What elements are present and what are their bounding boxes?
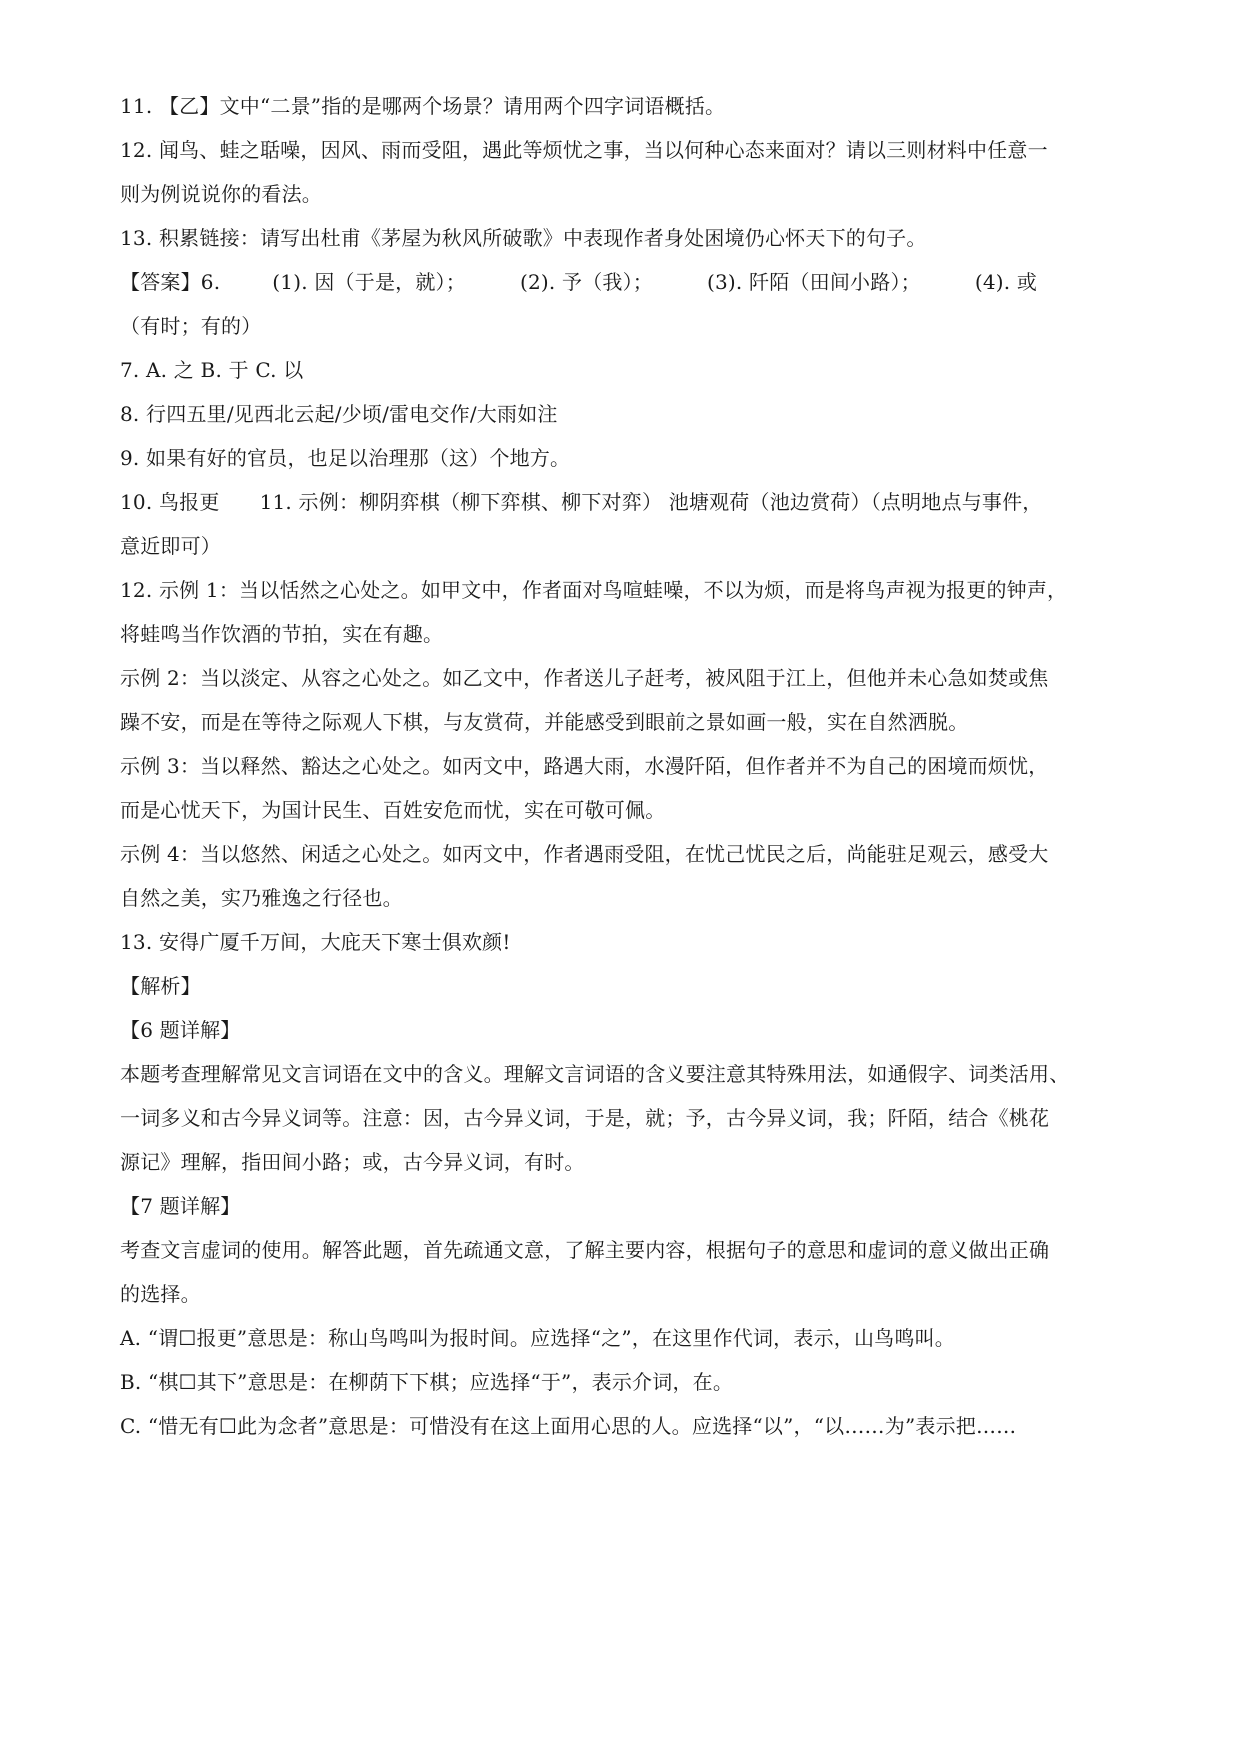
answer-7: 7. A. 之 B. 于 C. 以 (120, 358, 304, 382)
example-2-line-2: 躁不安，而是在等待之际观人下棋，与友赏荷，并能感受到眼前之景如画一般，实在自然洒脱。 (120, 710, 969, 734)
answer-9: 9. 如果有好的官员，也足以治理那（这）个地方。 (120, 446, 571, 470)
detail-6-line-2: 一词多义和古今异义词等。注意：因，古今异义词，于是，就；予，古今异义词，我；阡陌，结合《桃花 (120, 1106, 1050, 1130)
answer-11: 11. 示例：柳阴弈棋（柳下弈棋、柳下对弈） 池塘观荷（池边赏荷）（点明地点与事件， (259, 490, 1043, 514)
question-12-line-2: 则为例说说你的看法。 (120, 182, 322, 206)
detail-7-option-c: C. “惜无有☐此为念者”意思是：可惜没有在这上面用心思的人。应选择“以”，“以……为”表示把…… (120, 1414, 1017, 1438)
answer-6-item-2: (2). 予（我）； (519, 270, 653, 294)
example-1-line-1: 12. 示例 1：当以恬然之心处之。如甲文中，作者面对鸟喧蛙噪，不以为烦，而是将鸟声视为报更的钟声， (120, 578, 1068, 602)
detail-6-line-1: 本题考查理解常见文言词语在文中的含义。理解文言词语的含义要注意其特殊用法，如通假字、词类活用、 (120, 1062, 1070, 1086)
answer-6-item-1: (1). 因（于是，就）； (272, 270, 466, 294)
question-13: 13. 积累链接：请写出杜甫《茅屋为秋风所破歌》中表现作者身处困境仍心怀天下的句子。 (120, 226, 927, 250)
detail-7-line-2: 的选择。 (120, 1282, 201, 1306)
answer-6-item-3: (3). 阡陌（田间小路）； (707, 270, 921, 294)
example-4-line-2: 自然之美，实乃雅逸之行径也。 (120, 886, 403, 910)
answer-6-item-4: (4). 或 (974, 270, 1038, 294)
answer-8: 8. 行四五里/见西北云起/少顷/雷电交作/大雨如注 (120, 402, 558, 426)
detail-6-line-3: 源记》理解，指田间小路；或，古今异义词，有时。 (120, 1150, 585, 1174)
example-1-line-2: 将蛙鸣当作饮酒的节拍，实在有趣。 (120, 622, 444, 646)
example-3-line-2: 而是心忧天下，为国计民生、百姓安危而忧，实在可敬可佩。 (120, 798, 666, 822)
question-11: 11. 【乙】文中“二景”指的是哪两个场景？请用两个四字词语概括。 (120, 94, 726, 118)
detail-7-option-a: A. “谓☐报更”意思是：称山鸟鸣叫为报时间。应选择“之”，在这里作代词，表示，山鸟鸣叫。 (120, 1326, 955, 1350)
question-12-line-1: 12. 闻鸟、蛙之聒噪，因风、雨而受阻，遇此等烦忧之事，当以何种心态来面对？请以三则材料中任意一 (120, 138, 1048, 162)
answer-10-11-line (120, 488, 1043, 516)
answer-6-line (120, 268, 1037, 296)
detail-7-option-b: B. “棋☐其下”意思是：在柳荫下下棋；应选择“于”，表示介词，在。 (120, 1370, 734, 1394)
detail-6-heading: 【6 题详解】 (120, 1018, 241, 1042)
answer-10: 10. 鸟报更 (120, 490, 220, 514)
answer-13: 13. 安得广厦千万间，大庇天下寒士俱欢颜! (120, 930, 511, 954)
detail-7-heading: 【7 题详解】 (120, 1194, 241, 1218)
answer-6-continued: （有时；有的） (120, 314, 262, 338)
example-2-line-1: 示例 2：当以淡定、从容之心处之。如乙文中，作者送儿子赶考，被风阻于江上，但他并未心急如焚或焦 (120, 666, 1049, 690)
detail-7-line-1: 考查文言虚词的使用。解答此题，首先疏通文意，了解主要内容，根据句子的意思和虚词的意义做出正确 (120, 1238, 1050, 1262)
analysis-heading: 【解析】 (120, 974, 201, 998)
example-4-line-1: 示例 4：当以悠然、闲适之心处之。如丙文中，作者遇雨受阻，在忧己忧民之后，尚能驻足观云，感受大 (120, 842, 1049, 866)
example-3-line-1: 示例 3：当以释然、豁达之心处之。如丙文中，路遇大雨，水漫阡陌，但作者并不为自己的困境而烦忧， (120, 754, 1049, 778)
answer-11-continued: 意近即可） (120, 534, 221, 558)
answer-label: 【答案】6. (120, 270, 221, 294)
